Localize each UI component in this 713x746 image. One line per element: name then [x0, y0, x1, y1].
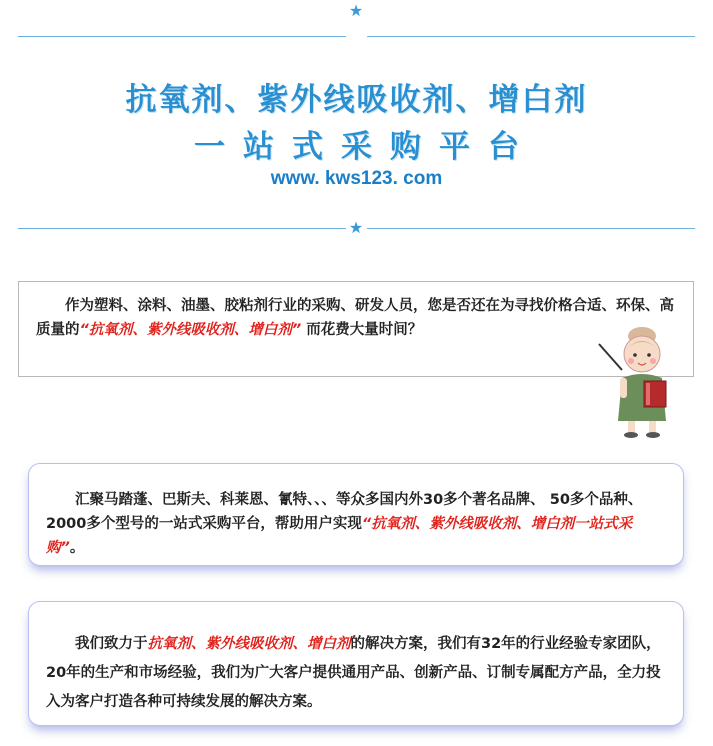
top-divider-left — [18, 36, 346, 37]
teacher-illustration-icon — [594, 326, 694, 441]
bottom-divider-right — [367, 228, 695, 229]
brands-paragraph: 汇聚马踏蓬、巴斯夫、科莱恩、氰特、、、等众多国内外30多个著名品牌、 50多个品种、2000多个型号的一站式采购平台，帮助用户实现“抗氧剂、紫外线吸收剂、增白剂一站式采购”。 — [46, 492, 643, 556]
bottom-star-icon: ★ — [348, 218, 364, 237]
solutions-paragraph: 我们致力于抗氧剂、紫外线吸收剂、增白剂的解决方案，我们有32年的行业经验专家团队，20年的生产和市场经验，我们为广大客户提供通用产品、创新产品、订制专属配方产品，全力投入为客户打造各种可持续发展的解决方案。 — [46, 636, 661, 710]
bottom-divider-left — [18, 228, 346, 229]
intro-highlight: “抗氧剂、紫外线吸收剂、增白剂” — [79, 322, 302, 338]
brands-highlight: “抗氧剂、紫外线吸收剂、增白剂一站式采购” — [46, 516, 633, 556]
page-title-line2: 一站式采购平台 — [194, 129, 537, 165]
solutions-highlight: 抗氧剂、紫外线吸收剂、增白剂 — [147, 636, 351, 652]
site-url[interactable]: www. kws123. com — [270, 168, 443, 189]
page-title-line1: 抗氧剂、紫外线吸收剂、增白剂 — [125, 82, 588, 118]
top-star-icon: ★ — [348, 1, 364, 20]
intro-paragraph: 作为塑料、涂料、油墨、胶粘剂行业的采购、研发人员，您是否还在为寻找价格合适、环保、高质量的“抗氧剂、紫外线吸收剂、增白剂” 而花费大量时间？ — [36, 298, 674, 338]
top-divider-right — [367, 36, 695, 37]
